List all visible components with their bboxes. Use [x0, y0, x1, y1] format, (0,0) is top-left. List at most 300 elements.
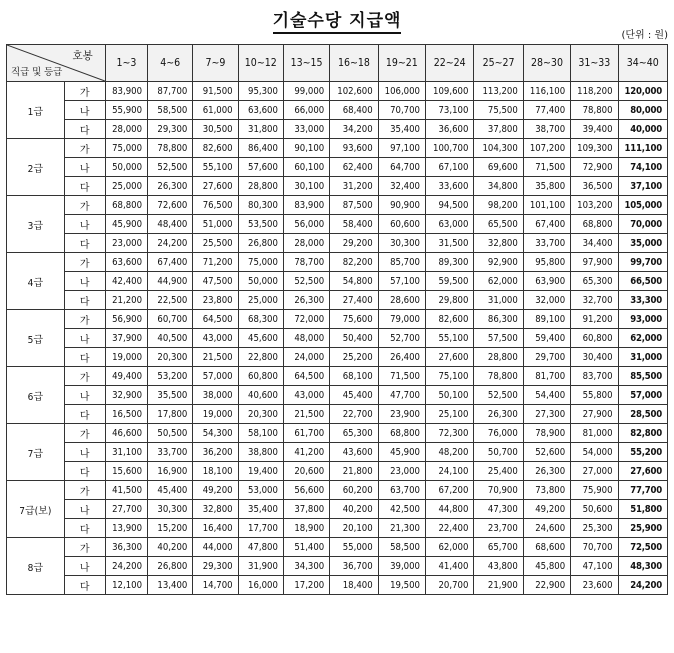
amount-cell: 32,900 — [105, 386, 147, 405]
amount-cell: 87,500 — [330, 196, 378, 215]
amount-cell: 24,000 — [283, 348, 329, 367]
amount-cell: 72,900 — [571, 158, 618, 177]
amount-cell: 54,000 — [571, 443, 618, 462]
table-row — [7, 101, 668, 120]
unit-label: (단위 : 원) — [621, 30, 668, 41]
amount-cell: 34,200 — [330, 120, 378, 139]
table-row — [7, 538, 668, 557]
amount-cell: 109,600 — [426, 82, 474, 101]
amount-cell: 79,000 — [378, 310, 425, 329]
grade-label: 3급 — [7, 196, 65, 253]
amount-cell: 43,000 — [283, 386, 329, 405]
step-header: 4~6 — [148, 45, 193, 82]
amount-cell: 82,600 — [193, 139, 238, 158]
amount-cell: 34,400 — [571, 234, 618, 253]
amount-cell: 47,100 — [571, 557, 618, 576]
table-row — [7, 234, 668, 253]
amount-cell: 82,600 — [426, 310, 474, 329]
amount-cell: 29,700 — [523, 348, 570, 367]
grade-label: 4급 — [7, 253, 65, 310]
amount-cell: 55,800 — [571, 386, 618, 405]
step-header: 28~30 — [523, 45, 570, 82]
amount-cell: 78,800 — [474, 367, 523, 386]
grade-label: 2급 — [7, 139, 65, 196]
amount-cell: 89,100 — [523, 310, 570, 329]
amount-cell: 68,800 — [571, 215, 618, 234]
amount-cell: 41,500 — [105, 481, 147, 500]
table-row — [7, 519, 668, 538]
amount-cell: 44,800 — [426, 500, 474, 519]
amount-cell: 63,000 — [426, 215, 474, 234]
amount-cell: 26,300 — [283, 291, 329, 310]
subgrade-label: 나 — [64, 158, 105, 177]
subgrade-label: 다 — [64, 120, 105, 139]
subgrade-label: 다 — [64, 348, 105, 367]
table-row — [7, 120, 668, 139]
grade-label: 1급 — [7, 82, 65, 139]
amount-cell: 53,500 — [238, 215, 283, 234]
amount-cell: 97,100 — [378, 139, 425, 158]
amount-cell: 64,500 — [283, 367, 329, 386]
amount-cell: 28,600 — [378, 291, 425, 310]
amount-cell: 22,800 — [238, 348, 283, 367]
amount-cell: 27,400 — [330, 291, 378, 310]
amount-cell: 20,300 — [238, 405, 283, 424]
amount-cell: 52,500 — [148, 158, 193, 177]
amount-cell: 67,100 — [426, 158, 474, 177]
amount-cell: 31,000 — [474, 291, 523, 310]
amount-cell: 47,700 — [378, 386, 425, 405]
amount-cell: 45,800 — [523, 557, 570, 576]
amount-cell: 17,200 — [283, 576, 329, 595]
amount-cell: 60,600 — [378, 215, 425, 234]
amount-cell: 52,500 — [283, 272, 329, 291]
amount-cell: 113,200 — [474, 82, 523, 101]
grade-label: 7급(보) — [7, 481, 65, 538]
amount-cell: 19,000 — [193, 405, 238, 424]
amount-cell: 55,100 — [193, 158, 238, 177]
subgrade-label: 가 — [64, 481, 105, 500]
amount-cell: 30,300 — [378, 234, 425, 253]
amount-cell: 65,300 — [571, 272, 618, 291]
amount-cell: 36,700 — [330, 557, 378, 576]
amount-cell: 24,600 — [523, 519, 570, 538]
step-header: 31~33 — [571, 45, 618, 82]
amount-cell: 109,300 — [571, 139, 618, 158]
subgrade-label: 가 — [64, 538, 105, 557]
amount-cell: 38,800 — [238, 443, 283, 462]
amount-cell: 71,500 — [523, 158, 570, 177]
amount-cell: 103,200 — [571, 196, 618, 215]
table-row — [7, 177, 668, 196]
table-row — [7, 158, 668, 177]
amount-cell: 70,700 — [378, 101, 425, 120]
amount-cell: 68,400 — [330, 101, 378, 120]
subgrade-label: 다 — [64, 177, 105, 196]
grade-label: 8급 — [7, 538, 65, 595]
amount-cell: 100,700 — [426, 139, 474, 158]
subgrade-label: 다 — [64, 519, 105, 538]
table-row — [7, 481, 668, 500]
amount-cell: 21,500 — [193, 348, 238, 367]
step-header: 13~15 — [283, 45, 329, 82]
subgrade-label: 나 — [64, 557, 105, 576]
amount-cell: 61,700 — [283, 424, 329, 443]
amount-cell: 27,700 — [105, 500, 147, 519]
amount-cell: 53,000 — [238, 481, 283, 500]
header-row — [7, 45, 668, 82]
table-row — [7, 462, 668, 481]
amount-cell: 43,000 — [193, 329, 238, 348]
amount-cell: 53,200 — [148, 367, 193, 386]
amount-cell: 33,700 — [523, 234, 570, 253]
subgrade-label: 가 — [64, 424, 105, 443]
amount-cell: 47,300 — [474, 500, 523, 519]
amount-cell: 65,500 — [474, 215, 523, 234]
amount-cell: 25,000 — [105, 177, 147, 196]
amount-cell: 23,700 — [474, 519, 523, 538]
amount-cell: 56,900 — [105, 310, 147, 329]
table-row — [7, 500, 668, 519]
amount-cell: 28,500 — [618, 405, 667, 424]
amount-cell: 25,400 — [474, 462, 523, 481]
amount-cell: 22,500 — [148, 291, 193, 310]
amount-cell: 12,100 — [105, 576, 147, 595]
amount-cell: 92,900 — [474, 253, 523, 272]
amount-cell: 49,200 — [523, 500, 570, 519]
amount-cell: 35,000 — [618, 234, 667, 253]
amount-cell: 72,000 — [283, 310, 329, 329]
subgrade-label: 다 — [64, 576, 105, 595]
amount-cell: 107,200 — [523, 139, 570, 158]
amount-cell: 57,000 — [618, 386, 667, 405]
amount-cell: 64,500 — [193, 310, 238, 329]
amount-cell: 29,300 — [148, 120, 193, 139]
amount-cell: 48,400 — [148, 215, 193, 234]
amount-cell: 75,600 — [330, 310, 378, 329]
amount-cell: 25,200 — [330, 348, 378, 367]
amount-cell: 83,900 — [105, 82, 147, 101]
subgrade-label: 다 — [64, 234, 105, 253]
amount-cell: 73,100 — [426, 101, 474, 120]
amount-cell: 30,400 — [571, 348, 618, 367]
amount-cell: 72,500 — [618, 538, 667, 557]
amount-cell: 28,000 — [105, 120, 147, 139]
amount-cell: 35,500 — [148, 386, 193, 405]
amount-cell: 57,100 — [378, 272, 425, 291]
amount-cell: 75,000 — [105, 139, 147, 158]
amount-cell: 63,700 — [378, 481, 425, 500]
amount-cell: 47,800 — [238, 538, 283, 557]
amount-cell: 33,300 — [618, 291, 667, 310]
amount-cell: 111,100 — [618, 139, 667, 158]
amount-cell: 60,800 — [571, 329, 618, 348]
amount-cell: 69,600 — [474, 158, 523, 177]
amount-cell: 22,700 — [330, 405, 378, 424]
amount-cell: 71,200 — [193, 253, 238, 272]
amount-cell: 29,200 — [330, 234, 378, 253]
table-row — [7, 557, 668, 576]
amount-cell: 45,900 — [105, 215, 147, 234]
step-header: 16~18 — [330, 45, 378, 82]
amount-cell: 21,800 — [330, 462, 378, 481]
amount-cell: 50,000 — [238, 272, 283, 291]
amount-cell: 52,700 — [378, 329, 425, 348]
grade-label: 7급 — [7, 424, 65, 481]
amount-cell: 70,700 — [571, 538, 618, 557]
amount-cell: 116,100 — [523, 82, 570, 101]
amount-cell: 99,700 — [618, 253, 667, 272]
amount-cell: 40,500 — [148, 329, 193, 348]
subgrade-label: 나 — [64, 386, 105, 405]
grade-label: 6급 — [7, 367, 65, 424]
amount-cell: 57,000 — [193, 367, 238, 386]
subgrade-label: 가 — [64, 196, 105, 215]
amount-cell: 54,400 — [523, 386, 570, 405]
title-text: 기술수당 지급액 — [273, 11, 402, 34]
amount-cell: 55,000 — [330, 538, 378, 557]
amount-cell: 70,000 — [618, 215, 667, 234]
amount-cell: 59,500 — [426, 272, 474, 291]
amount-cell: 78,800 — [148, 139, 193, 158]
amount-cell: 22,400 — [426, 519, 474, 538]
amount-cell: 65,700 — [474, 538, 523, 557]
amount-cell: 60,200 — [330, 481, 378, 500]
amount-cell: 31,200 — [330, 177, 378, 196]
amount-cell: 27,600 — [193, 177, 238, 196]
step-header: 25~27 — [474, 45, 523, 82]
table-row — [7, 139, 668, 158]
table-row — [7, 310, 668, 329]
table-row — [7, 272, 668, 291]
amount-cell: 31,900 — [238, 557, 283, 576]
amount-cell: 60,700 — [148, 310, 193, 329]
amount-cell: 43,800 — [474, 557, 523, 576]
amount-cell: 85,700 — [378, 253, 425, 272]
amount-cell: 89,300 — [426, 253, 474, 272]
amount-cell: 59,400 — [523, 329, 570, 348]
amount-cell: 86,400 — [238, 139, 283, 158]
amount-cell: 26,300 — [523, 462, 570, 481]
amount-cell: 28,000 — [283, 234, 329, 253]
amount-cell: 27,600 — [618, 462, 667, 481]
amount-cell: 39,000 — [378, 557, 425, 576]
amount-cell: 104,300 — [474, 139, 523, 158]
amount-cell: 15,200 — [148, 519, 193, 538]
amount-cell: 25,300 — [571, 519, 618, 538]
amount-cell: 90,900 — [378, 196, 425, 215]
amount-cell: 68,800 — [105, 196, 147, 215]
amount-cell: 23,800 — [193, 291, 238, 310]
amount-cell: 15,600 — [105, 462, 147, 481]
step-header: 10~12 — [238, 45, 283, 82]
table-row — [7, 367, 668, 386]
amount-cell: 27,900 — [571, 405, 618, 424]
header-corner — [7, 45, 106, 82]
amount-cell: 54,300 — [193, 424, 238, 443]
amount-cell: 99,000 — [283, 82, 329, 101]
amount-cell: 83,700 — [571, 367, 618, 386]
amount-cell: 31,800 — [238, 120, 283, 139]
table-row — [7, 329, 668, 348]
amount-cell: 39,400 — [571, 120, 618, 139]
amount-cell: 27,300 — [523, 405, 570, 424]
amount-cell: 67,200 — [426, 481, 474, 500]
amount-cell: 82,800 — [618, 424, 667, 443]
amount-cell: 18,100 — [193, 462, 238, 481]
amount-cell: 37,900 — [105, 329, 147, 348]
amount-cell: 18,900 — [283, 519, 329, 538]
amount-cell: 23,000 — [105, 234, 147, 253]
amount-cell: 50,100 — [426, 386, 474, 405]
amount-cell: 23,600 — [571, 576, 618, 595]
amount-cell: 20,600 — [283, 462, 329, 481]
subgrade-label: 다 — [64, 462, 105, 481]
amount-cell: 87,700 — [148, 82, 193, 101]
amount-cell: 75,000 — [238, 253, 283, 272]
amount-cell: 25,000 — [238, 291, 283, 310]
amount-cell: 19,500 — [378, 576, 425, 595]
amount-cell: 118,200 — [571, 82, 618, 101]
amount-cell: 17,700 — [238, 519, 283, 538]
amount-cell: 34,300 — [283, 557, 329, 576]
amount-cell: 73,800 — [523, 481, 570, 500]
amount-cell: 102,600 — [330, 82, 378, 101]
amount-cell: 49,400 — [105, 367, 147, 386]
amount-cell: 19,000 — [105, 348, 147, 367]
table-row — [7, 348, 668, 367]
amount-cell: 31,000 — [618, 348, 667, 367]
amount-cell: 22,900 — [523, 576, 570, 595]
amount-cell: 26,800 — [148, 557, 193, 576]
amount-cell: 56,600 — [283, 481, 329, 500]
amount-cell: 54,800 — [330, 272, 378, 291]
table-row — [7, 386, 668, 405]
amount-cell: 21,500 — [283, 405, 329, 424]
amount-cell: 93,600 — [330, 139, 378, 158]
amount-cell: 52,600 — [523, 443, 570, 462]
amount-cell: 31,500 — [426, 234, 474, 253]
table-row — [7, 82, 668, 101]
amount-cell: 72,300 — [426, 424, 474, 443]
amount-cell: 72,600 — [148, 196, 193, 215]
amount-cell: 68,800 — [378, 424, 425, 443]
amount-cell: 57,600 — [238, 158, 283, 177]
amount-cell: 30,100 — [283, 177, 329, 196]
amount-cell: 28,800 — [238, 177, 283, 196]
amount-cell: 77,400 — [523, 101, 570, 120]
amount-cell: 24,100 — [426, 462, 474, 481]
amount-cell: 40,000 — [618, 120, 667, 139]
amount-cell: 61,000 — [193, 101, 238, 120]
amount-cell: 63,600 — [105, 253, 147, 272]
amount-cell: 83,900 — [283, 196, 329, 215]
amount-cell: 27,600 — [426, 348, 474, 367]
subgrade-label: 가 — [64, 82, 105, 101]
table-row — [7, 291, 668, 310]
amount-cell: 41,400 — [426, 557, 474, 576]
amount-cell: 75,900 — [571, 481, 618, 500]
amount-cell: 80,300 — [238, 196, 283, 215]
subgrade-label: 나 — [64, 272, 105, 291]
amount-cell: 58,500 — [378, 538, 425, 557]
amount-cell: 81,000 — [571, 424, 618, 443]
amount-cell: 37,100 — [618, 177, 667, 196]
amount-cell: 13,400 — [148, 576, 193, 595]
amount-cell: 86,300 — [474, 310, 523, 329]
amount-cell: 48,000 — [283, 329, 329, 348]
corner-grade-label: 직급 및 등급 — [11, 67, 63, 78]
page-title — [0, 6, 674, 31]
amount-cell: 40,200 — [148, 538, 193, 557]
amount-cell: 55,200 — [618, 443, 667, 462]
amount-cell: 37,800 — [474, 120, 523, 139]
amount-cell: 68,100 — [330, 367, 378, 386]
amount-cell: 51,000 — [193, 215, 238, 234]
amount-cell: 49,200 — [193, 481, 238, 500]
subgrade-label: 나 — [64, 215, 105, 234]
amount-cell: 81,700 — [523, 367, 570, 386]
amount-cell: 66,000 — [283, 101, 329, 120]
amount-cell: 74,100 — [618, 158, 667, 177]
amount-cell: 25,900 — [618, 519, 667, 538]
subgrade-label: 가 — [64, 367, 105, 386]
amount-cell: 21,200 — [105, 291, 147, 310]
table-row — [7, 405, 668, 424]
amount-cell: 58,100 — [238, 424, 283, 443]
amount-cell: 93,000 — [618, 310, 667, 329]
amount-cell: 18,400 — [330, 576, 378, 595]
amount-cell: 48,200 — [426, 443, 474, 462]
amount-cell: 67,400 — [523, 215, 570, 234]
table-header — [7, 45, 668, 82]
amount-cell: 35,400 — [378, 120, 425, 139]
amount-cell: 62,000 — [426, 538, 474, 557]
amount-cell: 62,000 — [618, 329, 667, 348]
amount-cell: 37,800 — [283, 500, 329, 519]
subgrade-label: 가 — [64, 253, 105, 272]
amount-cell: 38,700 — [523, 120, 570, 139]
amount-cell: 36,600 — [426, 120, 474, 139]
amount-cell: 91,500 — [193, 82, 238, 101]
amount-cell: 45,900 — [378, 443, 425, 462]
amount-cell: 33,700 — [148, 443, 193, 462]
step-header: 22~24 — [426, 45, 474, 82]
amount-cell: 19,400 — [238, 462, 283, 481]
amount-cell: 20,700 — [426, 576, 474, 595]
subgrade-label: 다 — [64, 405, 105, 424]
amount-cell: 55,100 — [426, 329, 474, 348]
amount-cell: 27,000 — [571, 462, 618, 481]
step-header: 7~9 — [193, 45, 238, 82]
subgrade-label: 나 — [64, 443, 105, 462]
table-row — [7, 424, 668, 443]
amount-cell: 45,600 — [238, 329, 283, 348]
amount-cell: 91,200 — [571, 310, 618, 329]
amount-cell: 29,800 — [426, 291, 474, 310]
grade-label: 5급 — [7, 310, 65, 367]
amount-cell: 76,500 — [193, 196, 238, 215]
amount-cell: 33,600 — [426, 177, 474, 196]
amount-cell: 76,000 — [474, 424, 523, 443]
amount-cell: 95,800 — [523, 253, 570, 272]
amount-cell: 60,100 — [283, 158, 329, 177]
amount-cell: 26,300 — [148, 177, 193, 196]
amount-cell: 42,400 — [105, 272, 147, 291]
amount-cell: 65,300 — [330, 424, 378, 443]
amount-cell: 32,800 — [474, 234, 523, 253]
amount-cell: 63,600 — [238, 101, 283, 120]
